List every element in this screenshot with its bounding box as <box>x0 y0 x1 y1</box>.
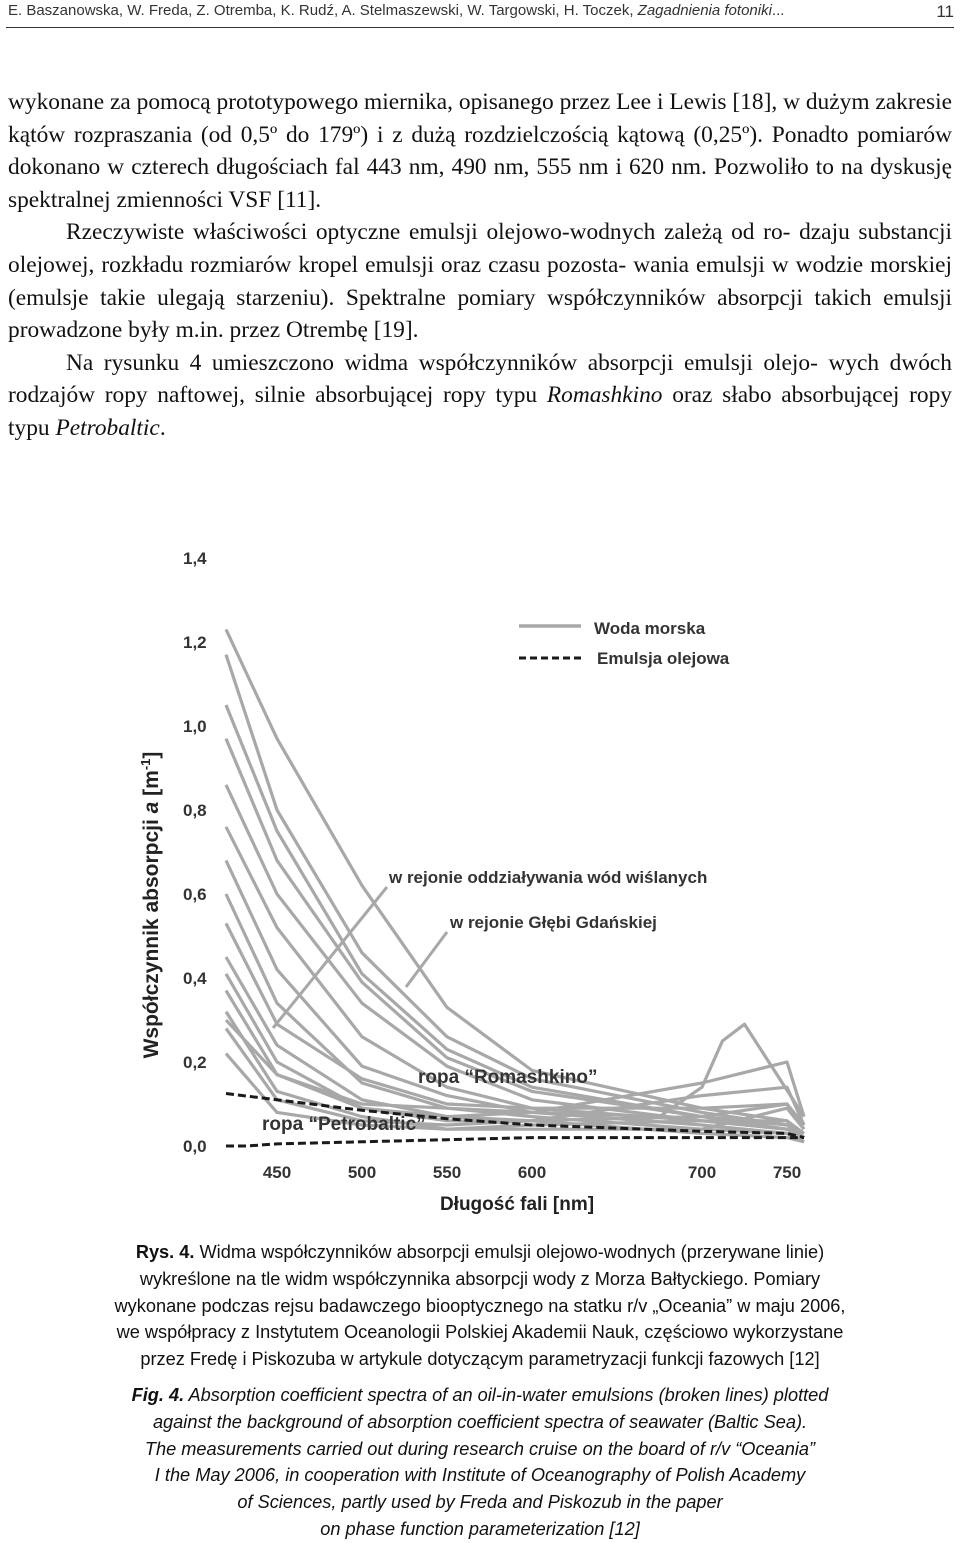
text-line: Otrembę [19]. <box>286 317 419 344</box>
text-line: [11]. <box>277 186 322 213</box>
header-rule <box>6 27 954 28</box>
paragraph-3: Na rysunku 4 umieszczono widma współczynników absorpcji emulsji olejo- wych dwóch rodzajów ropy naftowej, silnie absorbującej ropy typu Romashkino oraz słabo absorbującej ropy typu Petrobaltic. <box>8 349 952 441</box>
y-tick-label: 1,2 <box>183 633 207 652</box>
y-tick-label: 0,4 <box>183 969 207 988</box>
italic-term-romashkino: Romashkino <box>546 382 663 409</box>
text-line: Na rysunku 4 umieszczono widma współczynników absorpcji emulsji olejo- <box>66 349 818 376</box>
absorption-chart <box>0 540 960 1230</box>
x-tick-labels <box>263 1163 801 1182</box>
header-authors: E. Baszanowska, W. Freda, Z. Otremba, K. Rudź, A. Stelmaszewski, W. Targowski, H. Toczek, Zagadnienia fotoniki... <box>8 2 785 19</box>
text-line: wania emulsji w wodzie morskiej (emulsje takie ulegają starzeniu). Spektralne <box>8 251 952 311</box>
text-line: wykonane za pomocą prototypowego miernika, opisanego przez Lee i Lewis [18], <box>8 89 778 115</box>
y-tick-label: 0,2 <box>183 1053 207 1072</box>
legend <box>519 619 730 668</box>
running-header <box>8 2 954 24</box>
text-line: 490 nm, 555 nm i 620 nm. Pozwoliło to na dyskusję spektralnej zmienności VSF <box>8 154 952 213</box>
annotation-gdansk: w rejonie Głębi Gdańskiej <box>450 913 657 932</box>
y-tick-label: 1,0 <box>183 717 207 736</box>
caption-polish: Rys. 4. Widma współczynników absorpcji emulsji olejowo-wodnych (przerywane linie) wykreślone na tle widm współczynnika absorpcji wody z Morza Bałtyckiego. Pomiary wykonane podczas rejsu badawczego biooptycznego na statku r/v „Oceania” w maju 2006, we współpracy z Instytutem Oceanologii Polskiej Akademii Nauk, częściowo wykorzystane przez Fredę i Piskozuba w artykule dotyczącym parametryzacji funkcji fazowych [12] <box>114 1242 846 1370</box>
journal-title: Zagadnienia fotoniki <box>637 2 772 19</box>
seawater-series-line <box>226 923 804 1129</box>
y-tick-label: 1,4 <box>183 549 207 568</box>
text-line: wych dwóch rodzajów ropy naftowej, silnie absorbującej ropy typu <box>8 349 952 409</box>
annotation-petrobaltic: ropa “Petrobaltic” <box>262 1114 426 1135</box>
caption-english: Fig. 4. Absorption coefficient spectra of an oil-in-water emulsions (broken lines) plotted against the background of absorption coefficient spectra of seawater (Baltic Sea). The measurements carried out during research cruise on the board of r/v “Oceania” I the May 2006, in cooperation with Institute of Oceanography of Polish Academy of Sciences, partly used by Freda and Piskozub in the paper on phase function parameterization [12] <box>131 1384 829 1539</box>
legend-dashed-label: Emulsja olejowa <box>597 649 730 668</box>
caption-english-label: Fig. 4. <box>131 1384 185 1405</box>
x-tick-label: 750 <box>772 1163 802 1182</box>
x-axis-label: Długość fali [nm] <box>439 1194 595 1215</box>
emulsion-series-line <box>226 1138 804 1146</box>
annotation-pointer-vistula <box>273 887 387 1028</box>
y-tick-label: 0,8 <box>183 801 207 820</box>
figure-captions <box>6 1239 954 1543</box>
x-tick-label: 700 <box>687 1163 717 1182</box>
x-tick-label: 600 <box>517 1163 547 1182</box>
text-line: kątową (0,25º). Ponadto pomiarów dokonano w czterech długościach fal 443 nm, <box>8 121 952 181</box>
text-line: Rzeczywiste właściwości optyczne emulsji olejowo-wodnych zależą od ro- <box>66 219 791 246</box>
annotation-vistula: w rejonie oddziaływania wód wiślanych <box>389 868 708 887</box>
caption-polish-label: Rys. 4. <box>135 1242 195 1262</box>
y-axis-label: Współczynnik absorpcji a $[m^{-1}]$ <box>138 751 163 1059</box>
legend-solid-label: Woda morska <box>594 619 706 638</box>
italic-term-petrobaltic: Petrobaltic <box>55 414 160 441</box>
seawater-series-line <box>226 860 804 1141</box>
text-line: dzaju substancji olejowej, rozkładu rozmiarów kropel emulsji oraz czasu pozosta- <box>8 219 952 278</box>
paragraph-1 <box>8 86 952 216</box>
text-line: oraz słabo absorbującej ropy typu <box>8 382 952 441</box>
x-tick-label: 450 <box>262 1163 292 1182</box>
text-line: pomiary współczynników absorpcji takich emulsji prowadzone były m.in. przez <box>8 284 952 344</box>
text-line: w dużym zakresie kątów rozpraszania (od 0,5º do 179º) i z dużą rozdzielczością <box>8 89 952 148</box>
x-tick-label: 550 <box>432 1163 462 1182</box>
annotation-romashkino: ropa “Romashkino” <box>418 1067 598 1088</box>
x-tick-label: 500 <box>347 1163 377 1182</box>
body-text <box>8 86 952 445</box>
y-tick-labels <box>183 549 207 1156</box>
y-tick-label: 0,0 <box>183 1137 207 1156</box>
y-tick-label: 0,6 <box>183 885 207 904</box>
paragraph-2 <box>8 216 952 346</box>
page-number: 11 <box>936 2 954 21</box>
